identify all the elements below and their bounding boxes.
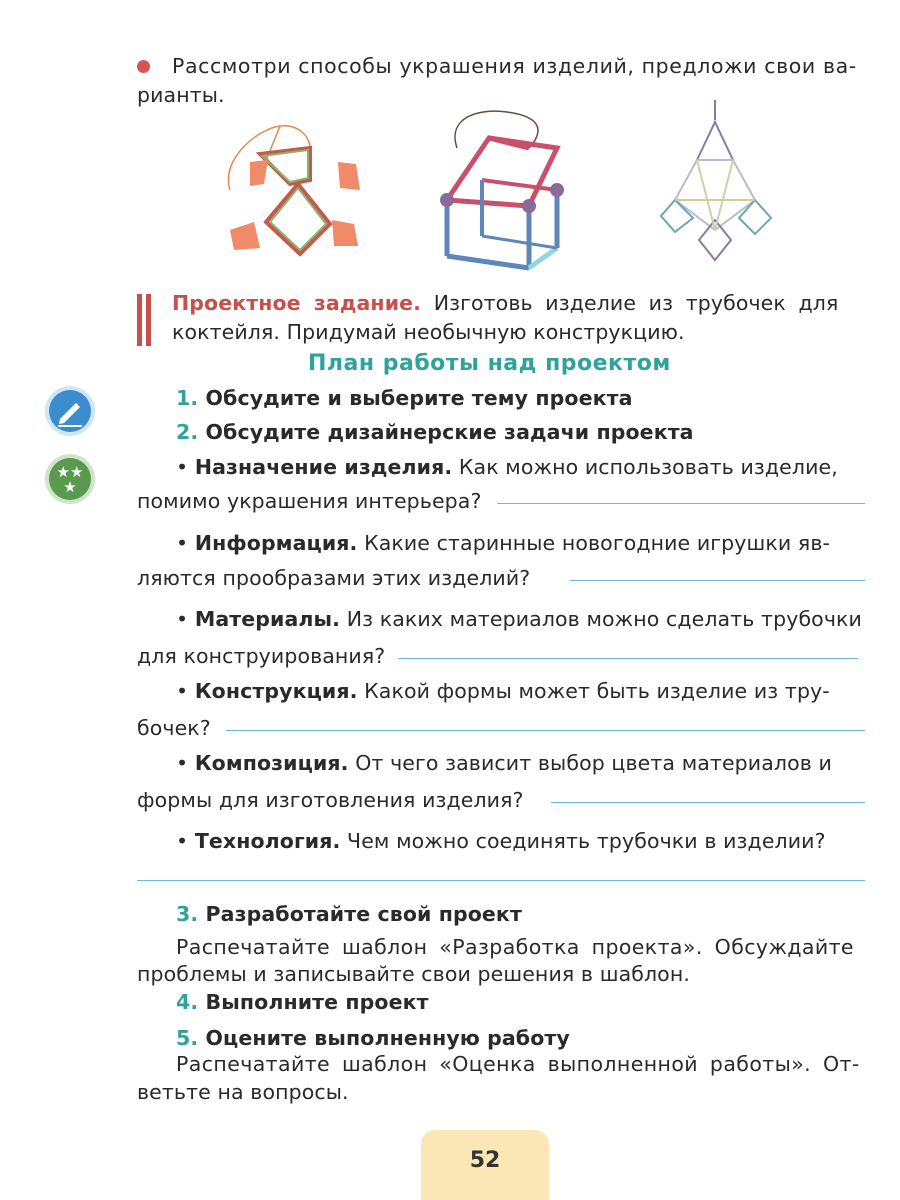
step-3-text: Разработайте свой проект (205, 902, 522, 926)
question-6-label: Технология. (194, 829, 341, 853)
stars-icon (44, 453, 96, 505)
question-4-line-2: бочек? (137, 716, 211, 740)
step-5-description-1: Распечатайте шаблон «Оценка выполненной работы». От- (176, 1052, 860, 1076)
question-3-label: Материалы. (194, 607, 341, 631)
answer-line-1[interactable] (497, 503, 865, 504)
answer-line-4[interactable] (226, 730, 865, 731)
question-2-line-2: ляются прообразами этих изделий? (137, 566, 531, 590)
step-4 (176, 988, 429, 1016)
step-2-text: Обсудите дизайнерские задачи проекта (205, 420, 694, 444)
intro-line-1: Рассмотри способы украшения изделий, предложи свои ва- (172, 54, 857, 78)
question-6-text-a: Чем можно соединять трубочки в изделии? (347, 829, 826, 853)
answer-line-3[interactable] (398, 658, 858, 659)
project-task-line-2: коктейля. Придумай необычную конструкцию. (172, 320, 685, 344)
question-4-line-1 (176, 677, 830, 705)
answer-line-2[interactable] (570, 580, 865, 581)
step-4-number: 4. (176, 990, 199, 1014)
step-5-text: Оцените выполненную работу (205, 1026, 570, 1050)
question-3-line-1 (176, 605, 862, 633)
question-6-bullet: • (176, 829, 189, 853)
svg-text:★★: ★★ (56, 463, 84, 481)
pencil-icon (44, 385, 96, 437)
step-4-text: Выполните проект (205, 990, 429, 1014)
hanging-star-illustration (655, 100, 775, 265)
question-3-text-a: Из каких материалов можно сделать трубочки (346, 607, 862, 631)
intro-line-2: рианты. (137, 83, 225, 107)
question-2-bullet: • (176, 531, 189, 555)
question-2-line-1 (176, 529, 830, 557)
intro-bullet-dot (137, 60, 150, 73)
question-2-text-a: Какие старинные новогодние игрушки яв- (364, 531, 830, 555)
margin-bar-1 (137, 294, 142, 346)
step-1-number: 1. (176, 386, 199, 410)
step-5-number: 5. (176, 1026, 199, 1050)
answer-line-6[interactable] (137, 880, 865, 881)
question-1-line-2: помимо украшения интерьера? (137, 489, 482, 513)
project-task-line-1 (172, 289, 872, 317)
question-5-line-2: формы для изготовления изделия? (137, 788, 524, 812)
margin-bar-2 (146, 294, 151, 346)
step-3-description-1: Распечатайте шаблон «Разработка проекта». Обсуждайте (176, 935, 854, 959)
question-3-bullet: • (176, 607, 189, 631)
question-5-label: Композиция. (194, 751, 349, 775)
question-5-text-a: От чего зависит выбор цвета материалов и (355, 751, 832, 775)
page-number: 52 (469, 1148, 501, 1173)
step-3-number: 3. (176, 902, 199, 926)
question-1-line-1 (176, 453, 838, 481)
question-4-bullet: • (176, 679, 189, 703)
project-task-text-1: Изготовь изделие из трубочек для (433, 291, 839, 315)
house-frame-illustration (437, 108, 577, 273)
page-number-tab (421, 1130, 549, 1200)
question-5-bullet: • (176, 751, 189, 775)
question-5-line-1 (176, 749, 832, 777)
question-1-text-a: Как можно использовать изделие, (458, 455, 838, 479)
question-2-label: Информация. (194, 531, 358, 555)
step-3-description-2: проблемы и записывайте свои решения в шаблон. (137, 962, 690, 986)
step-2 (176, 418, 694, 446)
question-6-line-1 (176, 827, 826, 855)
plan-title: План работы над проектом (308, 351, 671, 376)
step-1-text: Обсудите и выберите тему проекта (205, 386, 633, 410)
question-4-label: Конструкция. (194, 679, 358, 703)
answer-line-5[interactable] (551, 802, 865, 803)
question-1-label: Назначение изделия. (194, 455, 453, 479)
step-1 (176, 384, 633, 412)
project-task-label: Проектное задание. (172, 291, 422, 315)
step-3 (176, 900, 522, 928)
svg-text:★: ★ (63, 478, 77, 496)
step-5-description-2: ветьте на вопросы. (137, 1080, 349, 1104)
question-1-bullet: • (176, 455, 189, 479)
step-5 (176, 1024, 570, 1052)
question-3-line-2: для конструирования? (137, 644, 386, 668)
question-4-text-a: Какой формы может быть изделие из тру- (364, 679, 830, 703)
tassel-ornament-illustration (220, 118, 365, 260)
step-2-number: 2. (176, 420, 199, 444)
